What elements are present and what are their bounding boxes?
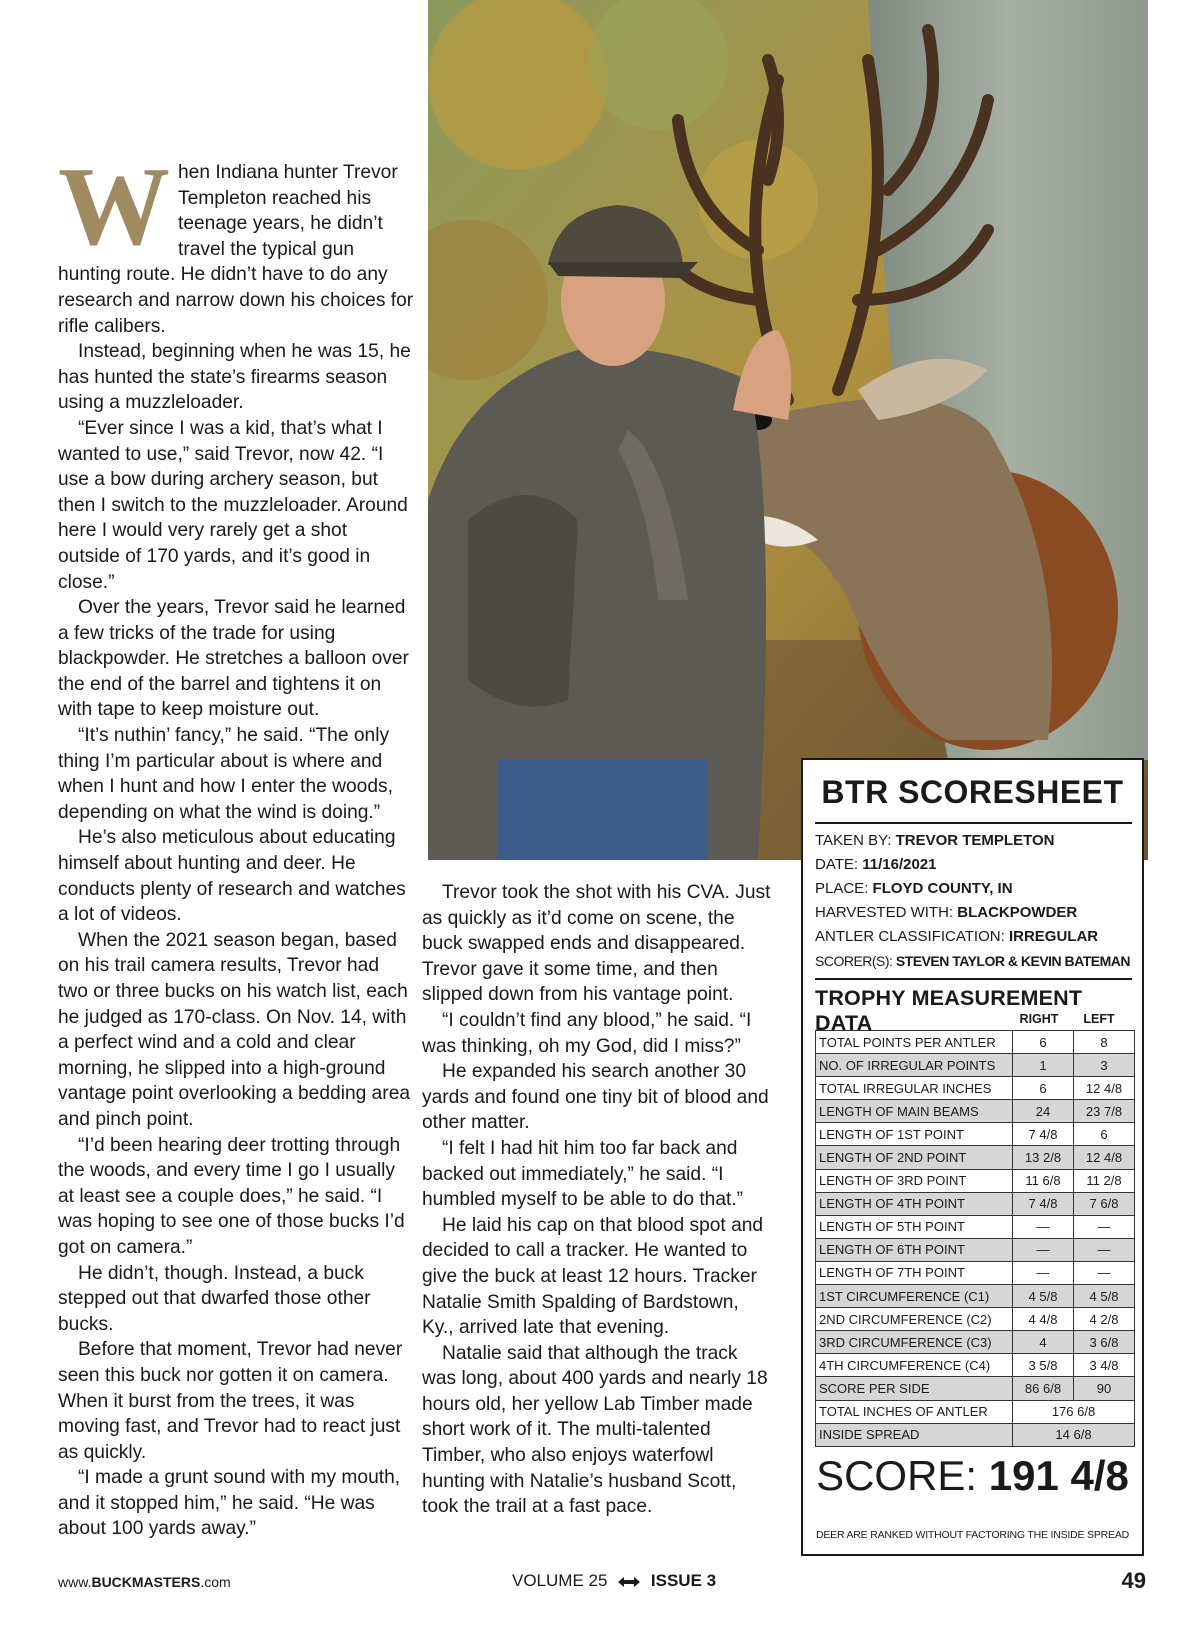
left-value: 3 xyxy=(1074,1054,1135,1077)
page-number: 49 xyxy=(1121,1568,1146,1593)
right-value: 7 4/8 xyxy=(1013,1192,1074,1215)
row-label: TOTAL POINTS PER ANTLER xyxy=(816,1031,1013,1054)
info-label: PLACE: xyxy=(815,880,873,897)
row-label: 3RD CIRCUMFERENCE (C3) xyxy=(816,1331,1013,1354)
table-row xyxy=(816,1100,1135,1123)
paragraph: Before that moment, Trevor had never seen this buck nor gotten it on camera. When it burst from the trees, it was moving fast, and Trevor had to react just as quickly. xyxy=(58,1339,403,1463)
scoresheet-title: BTR SCORESHEET xyxy=(821,774,1124,810)
scoresheet-footnote: DEER ARE RANKED WITHOUT FACTORING THE INSIDE SPREAD xyxy=(815,1529,1130,1541)
table-row xyxy=(816,1215,1135,1238)
row-label: LENGTH OF 6TH POINT xyxy=(816,1238,1013,1261)
info-date xyxy=(815,856,936,874)
table-row xyxy=(816,1377,1135,1400)
info-scorers xyxy=(815,952,1130,970)
info-harvested-with xyxy=(815,904,1077,922)
right-value: 24 xyxy=(1013,1100,1074,1123)
left-value: 4 2/8 xyxy=(1074,1308,1135,1331)
table-row xyxy=(816,1123,1135,1146)
left-value: — xyxy=(1074,1238,1135,1261)
left-value: 11 2/8 xyxy=(1074,1169,1135,1192)
issue-label: ISSUE 3 xyxy=(650,1571,717,1590)
info-value: FLOYD COUNTY, IN xyxy=(872,880,1013,897)
final-score xyxy=(803,1452,1142,1500)
row-label: LENGTH OF 1ST POINT xyxy=(816,1123,1013,1146)
left-value: 3 6/8 xyxy=(1074,1331,1135,1354)
left-value: 6 xyxy=(1074,1123,1135,1146)
row-label: 4TH CIRCUMFERENCE (C4) xyxy=(816,1354,1013,1377)
right-value: 13 2/8 xyxy=(1013,1146,1074,1169)
paragraph: When the 2021 season began, based on his trail camera results, Trevor had two or three bucks on his watch list, each he judged as 170-class. On Nov. 14, with a perfect wind and a cold and clear morning, he slipped into a high-ground vantage point overlooking a bedding area and pinch point. xyxy=(58,929,411,1130)
info-label: DATE: xyxy=(815,856,863,873)
info-value: 11/16/2021 xyxy=(862,856,937,873)
diamond-arrow-icon xyxy=(618,1572,640,1592)
total-value: 176 6/8 xyxy=(1013,1400,1135,1423)
paragraph: hen Indiana hunter Trevor Templeton reached his teenage years, he didn’t travel the typical gun hunting route. He didn’t have to do any research and narrow down his choices for rifle calibers. xyxy=(58,162,414,337)
paragraph: “Ever since I was a kid, that’s what I wanted to use,” said Trevor, now 42. “I use a bow during archery season, but then I switch to the muzzleloader. Around here I would very rarely get a shot outside of 170 yards, and it’s good in close.” xyxy=(58,417,408,593)
table-row xyxy=(816,1077,1135,1100)
right-value: — xyxy=(1013,1261,1074,1284)
footer-website xyxy=(58,1574,231,1590)
row-label: SCORE PER SIDE xyxy=(816,1377,1013,1400)
table-row xyxy=(816,1400,1135,1423)
table-row xyxy=(816,1238,1135,1261)
left-value: 4 5/8 xyxy=(1074,1285,1135,1308)
row-label: INSIDE SPREAD xyxy=(816,1423,1013,1446)
row-label: TOTAL INCHES OF ANTLER xyxy=(816,1400,1013,1423)
paragraph: “I couldn’t find any blood,” he said. “I was thinking, oh my God, did I miss?” xyxy=(422,1009,752,1057)
info-value: STEVEN TAYLOR & KEVIN BATEMAN xyxy=(895,953,1130,969)
info-label: SCORER(S): xyxy=(815,953,896,969)
divider xyxy=(815,978,1132,980)
row-label: LENGTH OF 4TH POINT xyxy=(816,1192,1013,1215)
article-column-1 xyxy=(58,145,414,1542)
column-header-right: RIGHT xyxy=(1019,1012,1059,1026)
paragraph: “I felt I had hit him too far back and backed out immediately,” he said. “I humbled myself to be able to do that.” xyxy=(422,1137,744,1211)
drop-cap: W xyxy=(58,145,170,269)
info-taken-by xyxy=(815,832,1055,850)
hunter-with-deer-mount-photo xyxy=(428,0,1148,860)
table-row xyxy=(816,1308,1135,1331)
left-value: 7 6/8 xyxy=(1074,1192,1135,1215)
spread-value: 14 6/8 xyxy=(1013,1423,1135,1446)
paragraph: He laid his cap on that blood spot and decided to call a tracker. He wanted to give the buck at least 12 hours. Tracker Natalie Smith Spalding of Bardstown, Ky., arrived late that evening. xyxy=(422,1214,764,1339)
right-value: 1 xyxy=(1013,1054,1074,1077)
right-value: — xyxy=(1013,1238,1074,1261)
right-value: 6 xyxy=(1013,1077,1074,1100)
left-value: 90 xyxy=(1074,1377,1135,1400)
table-row xyxy=(816,1261,1135,1284)
table-row xyxy=(816,1031,1135,1054)
paragraph: He’s also meticulous about educating himself about hunting and deer. He conducts plenty of research and watches a lot of videos. xyxy=(58,827,406,926)
row-label: LENGTH OF 7TH POINT xyxy=(816,1261,1013,1284)
row-label: TOTAL IRREGULAR INCHES xyxy=(816,1077,1013,1100)
site-suffix: .com xyxy=(200,1574,231,1590)
trophy-measurement-title: TROPHY MEASUREMENT DATA xyxy=(815,986,1083,1035)
paragraph: Trevor took the shot with his CVA. Just as quickly as it’d come on scene, the buck swapped ends and disappeared. Trevor gave it some time, and then slipped down from his vantage point. xyxy=(422,882,771,1006)
info-value: TREVOR TEMPLETON xyxy=(895,832,1055,849)
column-header-left: LEFT xyxy=(1083,1012,1115,1026)
left-value: 3 4/8 xyxy=(1074,1354,1135,1377)
info-label: ANTLER CLASSIFICATION: xyxy=(815,928,1009,945)
left-value: 8 xyxy=(1074,1031,1135,1054)
info-antler-classification xyxy=(815,928,1098,946)
paragraph: Instead, beginning when he was 15, he has hunted the state’s firearms season using a muzzleloader. xyxy=(58,341,411,414)
table-row xyxy=(816,1054,1135,1077)
volume-label: VOLUME 25 xyxy=(512,1571,608,1590)
btr-scoresheet xyxy=(801,758,1144,1556)
left-value: 12 4/8 xyxy=(1074,1077,1135,1100)
right-value: 11 6/8 xyxy=(1013,1169,1074,1192)
table-row xyxy=(816,1192,1135,1215)
footer-volume-issue xyxy=(512,1571,716,1592)
left-value: 12 4/8 xyxy=(1074,1146,1135,1169)
paragraph: “I made a grunt sound with my mouth, and it stopped him,” he said. “He was about 100 yards away.” xyxy=(58,1467,401,1540)
row-label: LENGTH OF 5TH POINT xyxy=(816,1215,1013,1238)
paragraph: “I’d been hearing deer trotting through the woods, and every time I go I usually at least see a couple does,” he said. “I was hoping to see one of those bucks I’d got on camera.” xyxy=(58,1134,405,1258)
photo-illustration xyxy=(428,0,1148,860)
site-brand: BUCKMASTERS xyxy=(91,1574,201,1590)
table-row xyxy=(816,1146,1135,1169)
row-label: 1ST CIRCUMFERENCE (C1) xyxy=(816,1285,1013,1308)
right-value: 7 4/8 xyxy=(1013,1123,1074,1146)
table-row xyxy=(816,1423,1135,1446)
table-row xyxy=(816,1285,1135,1308)
right-value: 4 4/8 xyxy=(1013,1308,1074,1331)
paragraph: He expanded his search another 30 yards and found one tiny bit of blood and other matter. xyxy=(422,1061,769,1134)
right-value: 4 5/8 xyxy=(1013,1285,1074,1308)
paragraph: “It’s nuthin’ fancy,” he said. “The only thing I’m particular about is where and when I hunt and how I enter the woods, depending on what the wind is doing.” xyxy=(58,725,393,823)
right-value: 3 5/8 xyxy=(1013,1354,1074,1377)
info-value: BLACKPOWDER xyxy=(957,904,1078,921)
paragraph: Natalie said that although the track was long, about 400 yards and nearly 18 hours old, her yellow Lab Timber made short work of it. The multi-talented Timber, who also enjoys waterfowl hunting with Natalie’s husband Scott, took the trail at a fast pace. xyxy=(422,1342,768,1518)
row-label: LENGTH OF 2ND POINT xyxy=(816,1146,1013,1169)
row-label: LENGTH OF 3RD POINT xyxy=(816,1169,1013,1192)
paragraph: Over the years, Trevor said he learned a few tricks of the trade for using blackpowder. He stretches a balloon over the end of the barrel and tightens it on with tape to keep moisture out. xyxy=(58,597,409,721)
paragraph: He didn’t, though. Instead, a buck stepped out that dwarfed those other bucks. xyxy=(58,1262,371,1335)
table-row xyxy=(816,1354,1135,1377)
info-value: IRREGULAR xyxy=(1008,928,1099,945)
article-column-2 xyxy=(422,880,772,1520)
score-label: SCORE: xyxy=(816,1452,989,1499)
info-place xyxy=(815,880,1013,898)
left-value: 23 7/8 xyxy=(1074,1100,1135,1123)
score-value: 191 4/8 xyxy=(988,1452,1129,1499)
divider xyxy=(815,822,1132,824)
measurement-table xyxy=(815,1030,1135,1447)
right-value: 6 xyxy=(1013,1031,1074,1054)
row-label: 2ND CIRCUMFERENCE (C2) xyxy=(816,1308,1013,1331)
row-label: LENGTH OF MAIN BEAMS xyxy=(816,1100,1013,1123)
right-value: 4 xyxy=(1013,1331,1074,1354)
table-row xyxy=(816,1331,1135,1354)
row-label: NO. OF IRREGULAR POINTS xyxy=(816,1054,1013,1077)
left-value: — xyxy=(1074,1261,1135,1284)
right-value: — xyxy=(1013,1215,1074,1238)
right-value: 86 6/8 xyxy=(1013,1377,1074,1400)
left-value: — xyxy=(1074,1215,1135,1238)
site-prefix: www. xyxy=(58,1574,92,1590)
info-label: HARVESTED WITH: xyxy=(815,904,958,921)
info-label: TAKEN BY: xyxy=(815,832,896,849)
table-row xyxy=(816,1169,1135,1192)
